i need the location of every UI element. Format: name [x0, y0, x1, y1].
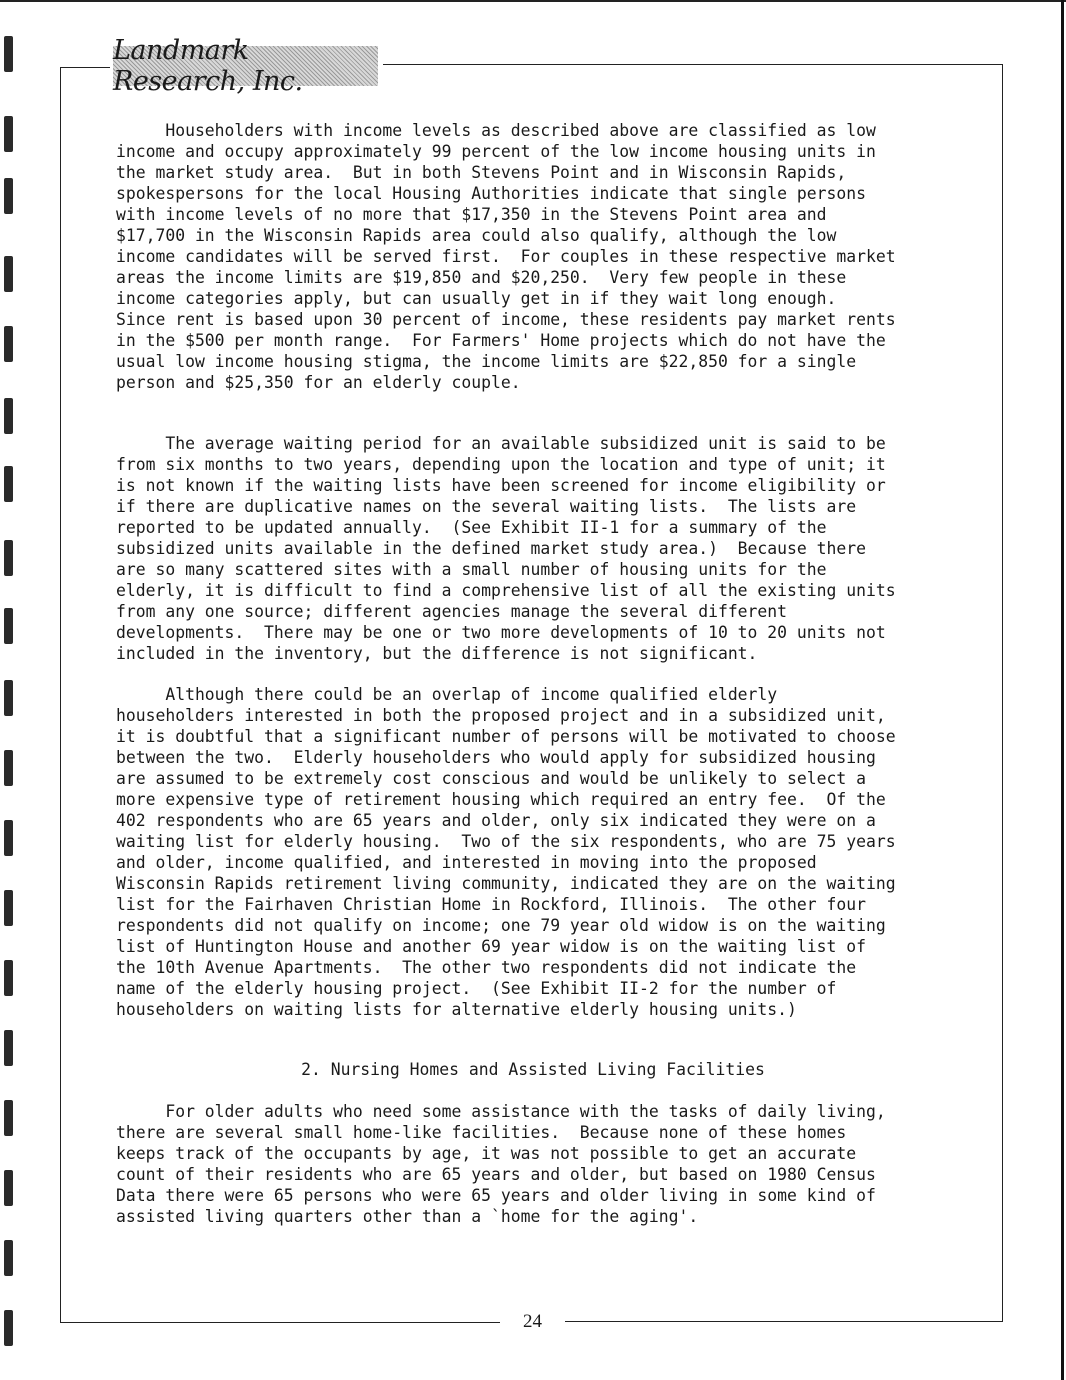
text-line: Data there were 65 persons who were 65 years and older living in some kind of — [116, 1186, 876, 1205]
text-line: with income levels of no more that $17,350 in the Stevens Point area and — [116, 205, 827, 224]
binder-hole — [4, 116, 13, 152]
binder-hole — [4, 608, 13, 644]
text-line: Householders with income levels as described above are classified as low — [116, 121, 876, 140]
text-line: included in the inventory, but the difference is not significant. — [116, 644, 758, 663]
text-line: name of the elderly housing project. (See Exhibit II-2 for the number of — [116, 979, 837, 998]
frame-border-top — [60, 67, 110, 68]
text-line: list for the Fairhaven Christian Home in Rockford, Illinois. The other four — [116, 895, 866, 914]
frame-border-right — [1002, 64, 1003, 1321]
text-line: householders on waiting lists for alternative elderly housing units.) — [116, 1000, 797, 1019]
binder-hole — [4, 820, 13, 856]
section-heading: 2. Nursing Homes and Assisted Living Facilities — [301, 1060, 765, 1079]
text-line: from any one source; different agencies manage the several different — [116, 602, 788, 621]
binder-hole — [4, 178, 13, 214]
frame-border-left — [60, 67, 61, 1322]
binder-holes — [4, 30, 16, 1370]
binder-hole — [4, 960, 13, 996]
text-line: from six months to two years, depending upon the location and type of unit; it — [116, 455, 886, 474]
text-line: keeps track of the occupants by age, it was not possible to get an accurate — [116, 1144, 857, 1163]
text-line: The average waiting period for an available subsidized unit is said to be — [116, 434, 886, 453]
text-line: developments. There may be one or two more developments of 10 to 20 units not — [116, 623, 886, 642]
text-line: more expensive type of retirement housing which required an entry fee. Of the — [116, 790, 886, 809]
company-logo-text: Landmark Research, Inc. — [113, 35, 303, 97]
binder-hole — [4, 890, 13, 926]
paragraph-waiting-period — [116, 433, 964, 664]
text-line: income categories apply, but can usually get in if they wait long enough. — [116, 289, 837, 308]
frame-border-bottom — [60, 1322, 500, 1323]
text-line: areas the income limits are $19,850 and $20,250. Very few people in these — [116, 268, 847, 287]
text-line: 402 respondents who are 65 years and older, only six indicated they were on a — [116, 811, 876, 830]
text-line: income candidates will be served first. For couples in these respective market — [116, 247, 896, 266]
text-line: there are several small home-like facilities. Because none of these homes — [116, 1123, 847, 1142]
text-line: waiting list for elderly housing. Two of the six respondents, who are 75 years — [116, 832, 896, 851]
frame-border-top — [383, 64, 1003, 65]
page-number: 24 — [523, 1311, 542, 1332]
text-line: are assumed to be extremely cost conscious and would be unlikely to select a — [116, 769, 866, 788]
text-line: respondents did not qualify on income; one 79 year old widow is on the waiting — [116, 916, 886, 935]
binder-hole — [4, 540, 13, 576]
text-line: Wisconsin Rapids retirement living community, indicated they are on the waiting — [116, 874, 896, 893]
text-line: usual low income housing stigma, the income limits are $22,850 for a single — [116, 352, 857, 371]
binder-hole — [4, 750, 13, 786]
text-line: if there are duplicative names on the several waiting lists. The lists are — [116, 497, 857, 516]
text-line: For older adults who need some assistance with the tasks of daily living, — [116, 1102, 886, 1121]
text-line: list of Huntington House and another 69 year widow is on the waiting list of — [116, 937, 866, 956]
paragraph-income-limits — [116, 120, 964, 393]
text-line: person and $25,350 for an elderly couple. — [116, 373, 521, 392]
frame-border-bottom — [565, 1321, 1003, 1322]
text-line: in the $500 per month range. For Farmers' Home projects which do not have the — [116, 331, 886, 350]
text-line: householders interested in both the proposed project and in a subsidized unit, — [116, 706, 886, 725]
binder-hole — [4, 1100, 13, 1136]
binder-hole — [4, 466, 13, 502]
text-line: elderly, it is difficult to find a comprehensive list of all the existing units — [116, 581, 896, 600]
binder-hole — [4, 680, 13, 716]
text-line: are so many scattered sites with a small number of housing units for the — [116, 560, 827, 579]
company-logo — [113, 35, 378, 97]
paragraph-overlap — [116, 684, 964, 1020]
binder-hole — [4, 256, 13, 292]
text-line: Since rent is based upon 30 percent of income, these residents pay market rents — [116, 310, 896, 329]
binder-hole — [4, 1170, 13, 1206]
text-line: assisted living quarters other than a `home for the aging'. — [116, 1207, 699, 1226]
text-line: the market study area. But in both Stevens Point and in Wisconsin Rapids, — [116, 163, 847, 182]
text-line: count of their residents who are 65 years and older, but based on 1980 Census — [116, 1165, 876, 1184]
binder-hole — [4, 398, 13, 434]
text-line: the 10th Avenue Apartments. The other two respondents did not indicate the — [116, 958, 857, 977]
text-line: subsidized units available in the defined market study area.) Because there — [116, 539, 866, 558]
text-line: reported to be updated annually. (See Exhibit II-1 for a summary of the — [116, 518, 827, 537]
text-line: spokespersons for the local Housing Authorities indicate that single persons — [116, 184, 866, 203]
text-line: income and occupy approximately 99 percent of the low income housing units in — [116, 142, 876, 161]
text-line: and older, income qualified, and interested in moving into the proposed — [116, 853, 817, 872]
binder-hole — [4, 1310, 13, 1346]
text-line: Although there could be an overlap of income qualified elderly — [116, 685, 778, 704]
text-line: $17,700 in the Wisconsin Rapids area could also qualify, although the low — [116, 226, 837, 245]
page-right-edge — [1061, 0, 1064, 1380]
text-line: it is doubtful that a significant number of persons will be motivated to choose — [116, 727, 896, 746]
binder-hole — [4, 36, 13, 72]
binder-hole — [4, 326, 13, 362]
text-line: is not known if the waiting lists have been screened for income eligibility or — [116, 476, 886, 495]
binder-hole — [4, 1240, 13, 1276]
page-top-edge — [0, 0, 1066, 2]
paragraph-assisted-living — [116, 1101, 964, 1227]
text-line: between the two. Elderly householders who would apply for subsidized housing — [116, 748, 876, 767]
